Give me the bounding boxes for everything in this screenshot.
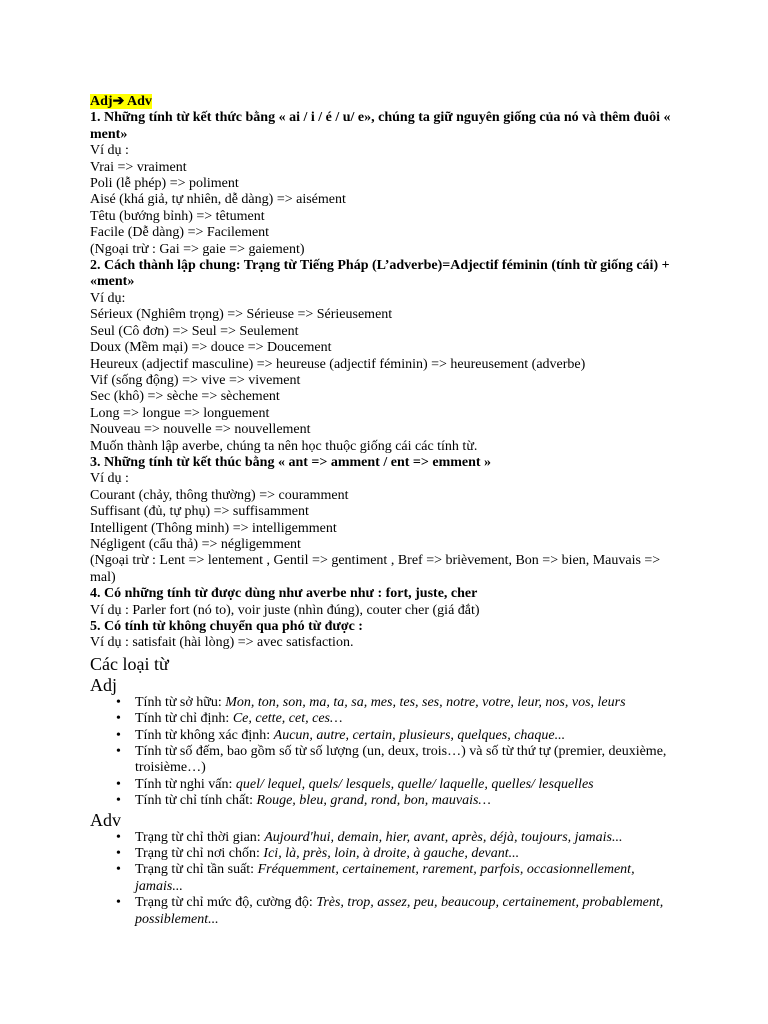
bullet-icon: • — [116, 744, 121, 760]
text-line: Ví dụ : satisfait (hài lòng) => avec satisfaction. — [90, 635, 354, 651]
text-line: Vrai => vraiment — [90, 159, 187, 175]
section-heading: 4. Có những tính từ được dùng như averbe như : fort, juste, cher — [90, 586, 478, 602]
item-label: Trạng từ chỉ tần suất: — [135, 862, 258, 878]
bullet-icon: • — [116, 846, 121, 862]
title-suffix: Adv — [124, 94, 152, 109]
text-line: Long => longue => longuement — [90, 405, 270, 421]
item-label: Tính từ sở hữu: — [135, 694, 226, 710]
text-line: Muốn thành lập averbe, chúng ta nên học thuộc giống cái các tính từ. — [90, 438, 478, 454]
text-line: Seul (Cô đơn) => Seul => Seulement — [90, 323, 299, 339]
adv-list — [90, 830, 678, 928]
item-label: Tính từ chỉ tính chất: — [135, 793, 257, 809]
text-line: Vif (sống động) => vive => vivement — [90, 372, 301, 388]
item-label: Tính từ số đếm, bao gồm số từ số lượng (un, deux, trois…) và số từ thứ tự (premier, deuxième, troisième…) — [135, 744, 667, 776]
list-item — [116, 862, 678, 895]
text-line: Têtu (bướng bỉnh) => têtument — [90, 208, 265, 224]
item-examples: Ici, là, près, loin, à droite, à gauche, devant... — [263, 846, 520, 862]
list-item — [116, 793, 678, 809]
bullet-icon: • — [116, 829, 121, 845]
text-line: Négligent (cẩu thả) => négligemment — [90, 536, 301, 552]
body-lines — [90, 110, 678, 651]
text-line: Ví dụ : — [90, 471, 129, 487]
item-examples: Ce, cette, cet, ces… — [232, 711, 343, 727]
heading-adv: Adv — [90, 809, 121, 830]
item-label: Trạng từ chỉ thời gian: — [135, 829, 265, 845]
text-line: Sérieux (Nghiêm trọng) => Sérieuse => Sérieusement — [90, 307, 393, 323]
section-heading: 5. Có tính từ không chuyển qua phó từ được : — [90, 619, 363, 634]
bullet-icon: • — [116, 862, 121, 878]
text-line: Facile (Dễ dàng) => Facilement — [90, 225, 270, 241]
item-label: Trạng từ chỉ mức độ, cường độ: — [135, 895, 317, 911]
document-page — [90, 94, 678, 928]
text-line: Poli (lễ phép) => poliment — [90, 176, 239, 192]
item-examples: Mon, ton, son, ma, ta, sa, mes, tes, ses, notre, votre, leur, nos, vos, leurs — [225, 694, 626, 710]
section-heading: 3. Những tính từ kết thúc bằng « ant => amment / ent => emment » — [90, 454, 492, 470]
text-line: Courant (chảy, thông thường) => couramment — [90, 487, 349, 503]
adj-list — [90, 695, 678, 810]
text-line: Nouveau => nouvelle => nouvellement — [90, 422, 311, 438]
list-item — [116, 846, 678, 862]
text-line: Aisé (khá giả, tự nhiên, dễ dàng) => aisément — [90, 192, 346, 208]
item-label: Tính từ chỉ định: — [135, 711, 233, 727]
text-line: (Ngoại trừ : Lent => lentement , Gentil => gentiment , Bref => brièvement, Bon => bien, Mauvais => mal) — [90, 553, 661, 585]
text-line: Ví dụ : — [90, 143, 129, 159]
section-heading: 1. Những tính từ kết thức bằng « ai / i / é / u/ e», chúng ta giữ nguyên giống của nó và thêm đuôi « ment» — [90, 110, 671, 142]
text-line: Heureux (adjectif masculine) => heureuse (adjectif féminin) => heureusement (adverbe) — [90, 356, 586, 372]
title-prefix: Adj — [90, 94, 113, 109]
bullet-icon: • — [116, 711, 121, 727]
bullet-icon: • — [116, 793, 121, 809]
item-examples: Rouge, bleu, grand, rond, bon, mauvais… — [256, 793, 491, 809]
list-item — [116, 776, 678, 793]
bullet-icon: • — [116, 776, 121, 792]
text-line: Intelligent (Thông minh) => intelligemment — [90, 520, 337, 536]
heading-adj: Adj — [90, 674, 117, 695]
text-line: Suffisant (đủ, tự phụ) => suffisamment — [90, 504, 309, 520]
item-examples: Aujourd'hui, demain, hier, avant, après, déjà, toujours, jamais... — [264, 829, 623, 845]
bullet-icon: • — [116, 895, 121, 911]
list-item — [116, 829, 678, 846]
title-highlight — [90, 94, 152, 109]
item-examples: Aucun, autre, certain, plusieurs, quelques, chaque... — [273, 727, 566, 743]
bullet-icon: • — [116, 727, 121, 743]
item-label: Tính từ không xác định: — [135, 727, 274, 743]
list-item — [116, 744, 678, 777]
heading-word-types: Các loại từ — [90, 653, 169, 674]
item-label: Tính từ nghi vấn: — [135, 776, 236, 792]
text-line: Sec (khô) => sèche => sèchement — [90, 389, 280, 405]
text-line: (Ngoại trừ : Gai => gaie => gaiement) — [90, 241, 305, 257]
doc-title — [90, 94, 678, 110]
list-item — [116, 727, 678, 744]
section-heading: 2. Cách thành lập chung: Trạng từ Tiếng Pháp (L’adverbe)=Adjectif féminin (tính từ giống cái) + «ment» — [90, 258, 670, 290]
item-examples: Très, trop, assez, peu, beaucoup, certainement, probablement, possiblement... — [135, 895, 664, 927]
text-line: Doux (Mềm mại) => douce => Doucement — [90, 340, 332, 356]
text-line: Ví dụ : Parler fort (nó to), voir juste (nhìn đúng), couter cher (giá đắt) — [90, 602, 480, 618]
list-item — [116, 711, 678, 727]
arrow-icon: ➔ — [112, 94, 125, 109]
text-line: Ví dụ: — [90, 290, 126, 306]
item-examples: quel/ lequel, quels/ lesquels, quelle/ laquelle, quelles/ lesquelles — [235, 776, 594, 792]
item-label: Trạng từ chỉ nơi chốn: — [135, 846, 264, 862]
bullet-icon: • — [116, 694, 121, 710]
list-item — [116, 694, 678, 711]
item-examples: Fréquemment, certainement, rarement, parfois, occasionnellement, jamais... — [135, 862, 635, 894]
list-item — [116, 895, 678, 928]
